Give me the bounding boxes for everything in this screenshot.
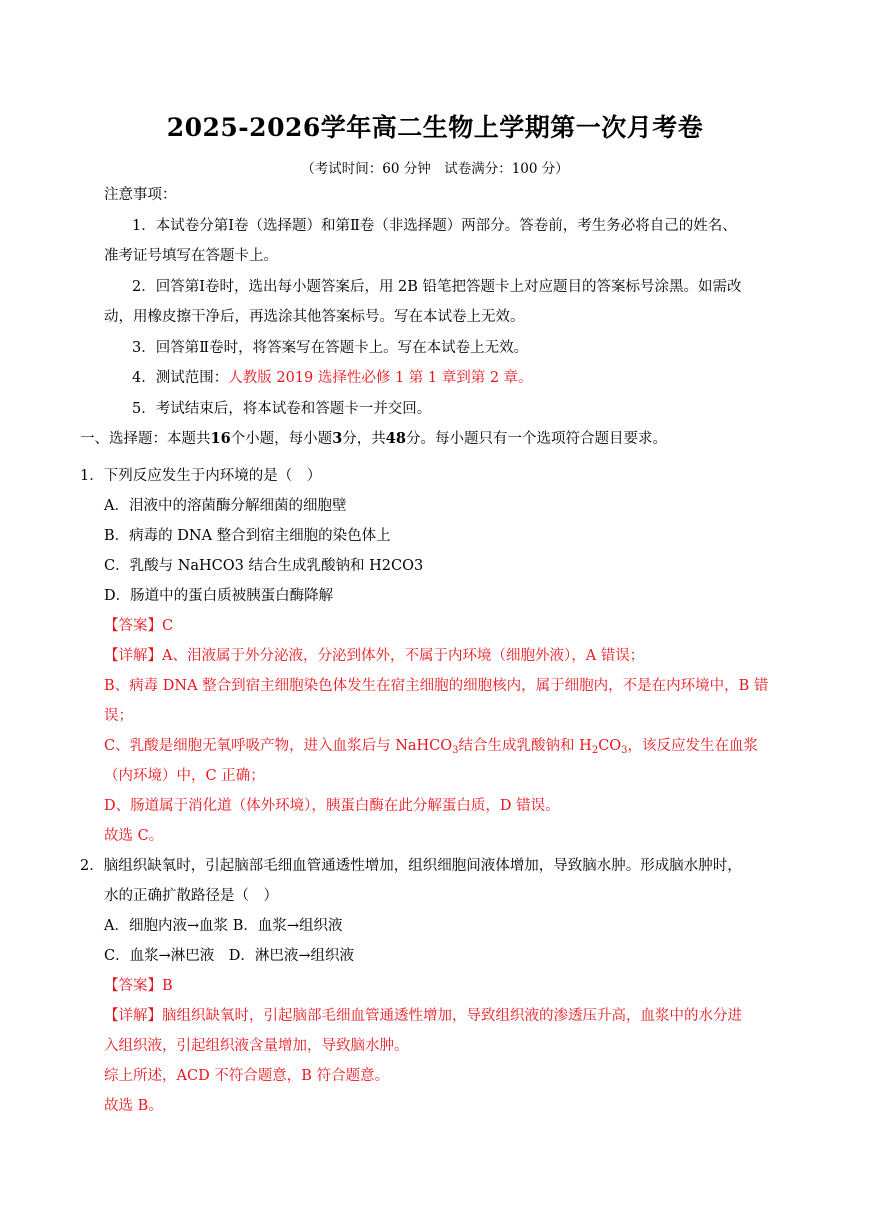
question-2-conclusion: 故选 B。 bbox=[104, 1098, 163, 1114]
question-1-answer: 【答案】C bbox=[104, 618, 174, 634]
question-1-detail-c: C、乳酸是细胞无氧呼吸产物，进入血浆后与 NaHCO$_3$结合生成乳酸钠和 $H_2CO_3$，该反应发生在血浆 bbox=[104, 738, 759, 756]
question-2-stem-cont: 水的正确扩散路径是（ ） bbox=[104, 888, 278, 904]
notice-item-1-cont: 准考证号填写在答题卡上。 bbox=[104, 248, 278, 264]
question-1-detail-b-cont: 误； bbox=[104, 708, 133, 724]
notice-item-2: 2．回答第Ⅰ卷时，选出每小题答案后，用 2B 铅笔把答题卡上对应题目的答案标号涂黑。如需改 bbox=[132, 279, 742, 295]
question-1-option-b: B．病毒的 DNA 整合到宿主细胞的染色体上 bbox=[104, 528, 391, 544]
notice-item-4 bbox=[132, 368, 533, 388]
notice-item-5: 5．考试结束后，将本试卷和答题卡一并交回。 bbox=[132, 401, 432, 417]
question-2-options-ab: A．细胞内液→血浆 B．血浆→组织液 bbox=[104, 918, 343, 934]
question-1-detail-c-cont: （内环境）中，C 正确； bbox=[104, 768, 265, 784]
question-2-stem: 2．脑组织缺氧时，引起脑部毛细血管通透性增加，组织细胞间液体增加，导致脑水肿。形成脑水肿时， bbox=[80, 858, 742, 874]
question-2-detail-cont: 入组织液，引起组织液含量增加，导致脑水肿。 bbox=[104, 1038, 409, 1054]
exam-info: （考试时间：60 分钟 试卷满分：100 分） bbox=[301, 161, 569, 177]
notice-item-1: 1．本试卷分第Ⅰ卷（选择题）和第Ⅱ卷（非选择题）两部分。答卷前，考生务必将自己的姓名、 bbox=[132, 218, 737, 234]
question-1-detail-b: B、病毒 DNA 整合到宿主细胞染色体发生在宿主细胞的细胞核内，属于细胞内，不是在内环境中，B 错 bbox=[104, 678, 769, 694]
question-1-detail-d: D、肠道属于消化道（体外环境），胰蛋白酶在此分解蛋白质，D 错误。 bbox=[104, 798, 560, 814]
question-1-conclusion: 故选 C。 bbox=[104, 828, 164, 844]
section-heading: 一、选择题：本题共16个小题，每小题3分，共48分。每小题只有一个选项符合题目要求。 bbox=[80, 430, 667, 447]
question-2-summary: 综上所述，ACD 不符合题意，B 符合题意。 bbox=[104, 1068, 390, 1084]
question-1-option-d: D．肠道中的蛋白质被胰蛋白酶降解 bbox=[104, 588, 334, 604]
notice-item-4-label: 4．测试范围： bbox=[132, 370, 229, 386]
question-1-stem: 1．下列反应发生于内环境的是（ ） bbox=[80, 468, 322, 484]
question-1-detail-a: 【详解】A、泪液属于外分泌液，分泌到体外，不属于内环境（细胞外液），A 错误； bbox=[104, 648, 645, 664]
question-2-answer: 【答案】B bbox=[104, 978, 173, 994]
question-1-option-c: C．乳酸与 NaHCO3 结合生成乳酸钠和 H2CO3 bbox=[104, 558, 424, 574]
question-2-detail: 【详解】脑组织缺氧时，引起脑部毛细血管通透性增加，导致组织液的渗透压升高，血浆中的水分进 bbox=[104, 1008, 742, 1024]
test-range: 人教版 2019 选择性必修 1 第 1 章到第 2 章。 bbox=[228, 370, 533, 386]
notice-item-2-cont: 动，用橡皮擦干净后，再选涂其他答案标号。写在本试卷上无效。 bbox=[104, 309, 525, 325]
question-1-option-a: A．泪液中的溶菌酶分解细菌的细胞壁 bbox=[104, 498, 347, 514]
page-title: 2025-2026学年高二生物上学期第一次月考卷 bbox=[166, 113, 704, 142]
notice-heading: 注意事项： bbox=[104, 187, 177, 203]
question-2-options-cd: C．血浆→淋巴液 D．淋巴液→组织液 bbox=[104, 948, 355, 964]
notice-item-3: 3．回答第Ⅱ卷时，将答案写在答题卡上。写在本试卷上无效。 bbox=[132, 340, 529, 356]
